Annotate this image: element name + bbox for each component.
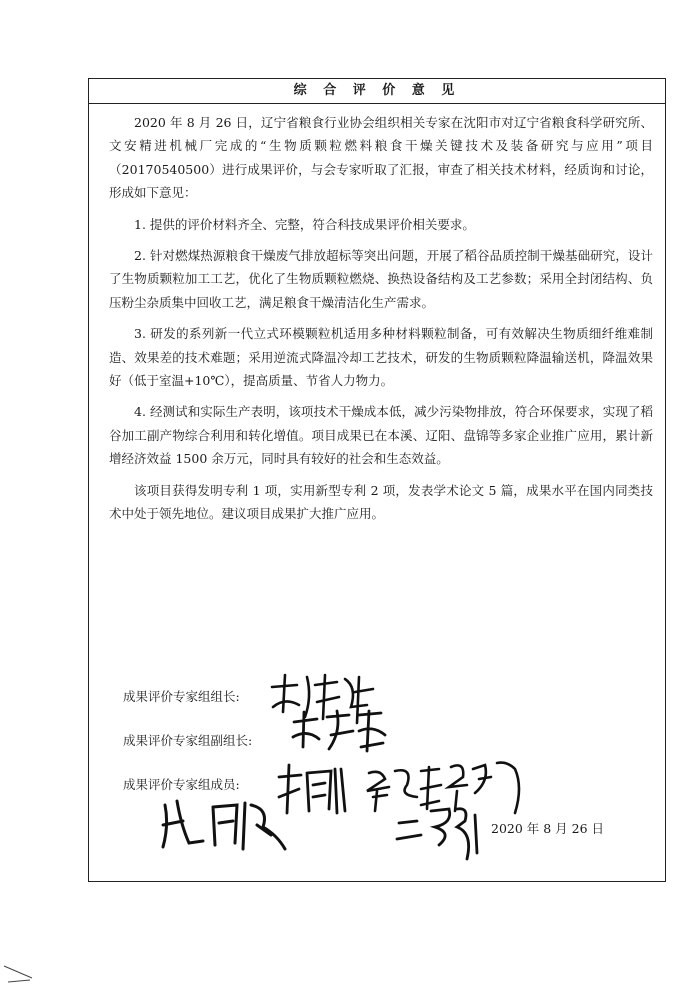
paragraph-opinion-3: 3. 研发的系列新一代立式环模颗粒机适用多种材料颗粒制备，可有效解决生物质细纤维难制造、效果差的技术难题；采用逆流式降温冷却工艺技术，研发的生物质颗粒降温输送机，降温效果好（低于室温+10℃），提高质量、节省人力物力。 (109, 326, 653, 389)
members-label: 成果评价专家组成员: (123, 777, 240, 792)
leader-label: 成果评价专家组组长: (123, 689, 240, 704)
paragraph-opinion-2: 2. 针对燃煤热源粮食干燥废气排放超标等突出问题，开展了稻谷品质控制干燥基础研究，设计了生物质颗粒加工工艺，优化了生物质颗粒燃烧、换热设备结构及工艺参数；采用全封闭结构、负压粉尘杂质集中回收工艺，满足粮食干燥清洁化生产需求。 (109, 248, 653, 310)
evaluation-body (109, 111, 653, 534)
paragraph-conclusion: 该项目获得发明专利 1 项，实用新型专利 2 项，发表学术论文 5 篇，成果水平在国内同类技术中处于领先地位。建议项目成果扩大推广应用。 (109, 482, 653, 522)
paragraph-opinion-4: 4. 经测试和实际生产表明，该项技术干燥成本低，减少污染物排放，符合环保要求，实现了稻谷加工副产物综合利用和转化增值。项目成果已在本溪、辽阳、盘锦等多家企业推广应用，累计新增经济效益 1500 余万元，同时具有较好的社会和生态效益。 (109, 404, 653, 467)
paragraph-intro: 2020 年 8 月 26 日，辽宁省粮食行业协会组织相关专家在沈阳市对辽宁省粮食科学研究所、文安精进机械厂完成的“生物质颗粒燃料粮食干燥关键技术及装备研究与应用”项目（20170540500）进行成果评价，与会专家听取了汇报，审查了相关技术材料，经质询和讨论，形成如下意见： (109, 115, 653, 201)
scan-mark (2, 962, 42, 986)
vice-leader-label: 成果评价专家组副组长: (123, 733, 253, 748)
document-title: 综 合 评 价 意 见 (89, 79, 665, 104)
paragraph-opinion-1: 1. 提供的评价材料齐全、完整，符合科技成果评价相关要求。 (134, 216, 475, 232)
signing-date: 2020 年 8 月 26 日 (491, 821, 605, 836)
evaluation-sheet (88, 78, 666, 882)
